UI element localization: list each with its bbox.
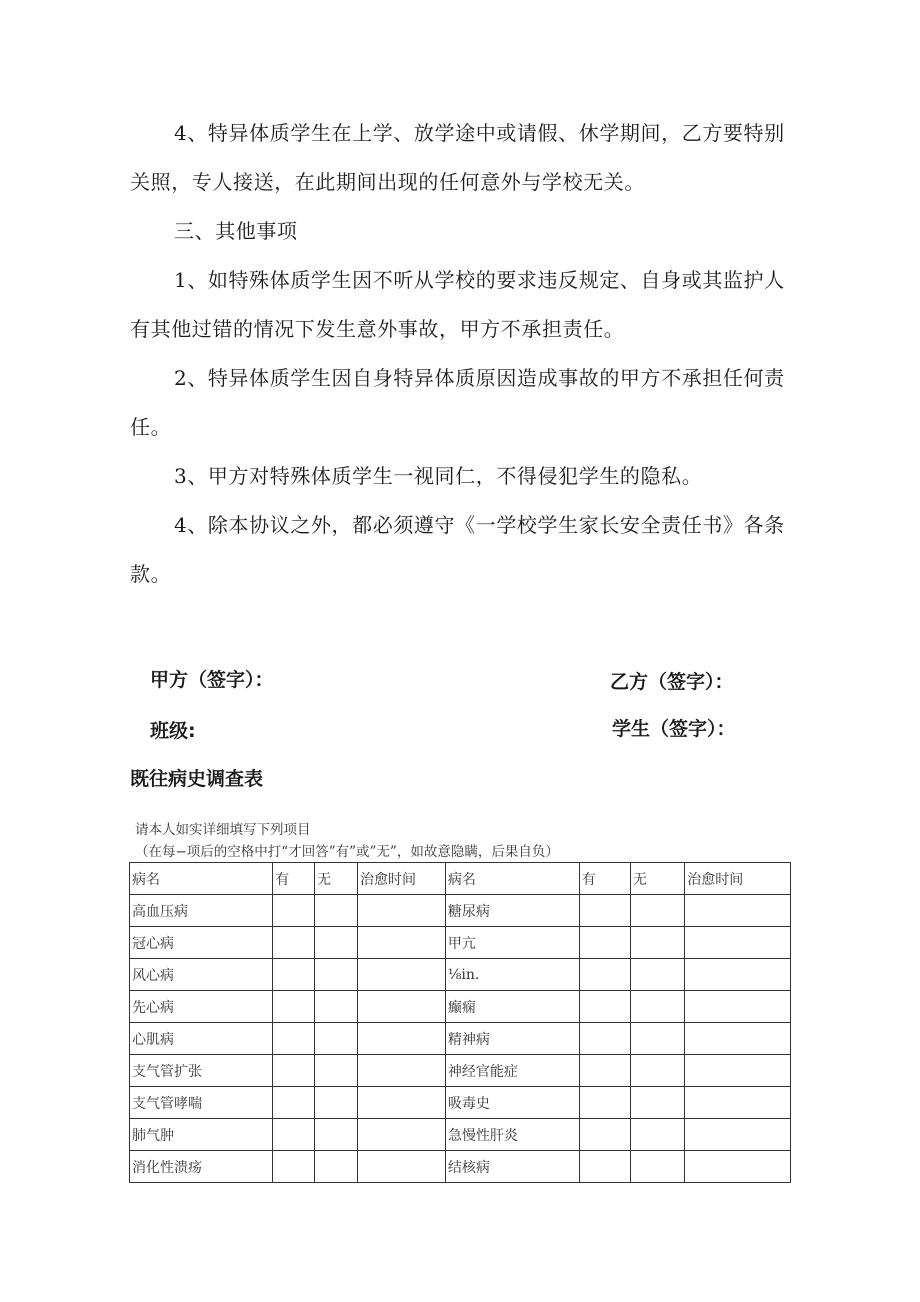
cure-time-cell[interactable] — [685, 1055, 791, 1087]
cure-time-cell[interactable] — [357, 1151, 445, 1183]
no-checkbox-cell[interactable] — [315, 895, 358, 927]
cure-time-cell[interactable] — [685, 927, 791, 959]
yes-checkbox-cell[interactable] — [273, 895, 315, 927]
table-header-row — [130, 863, 791, 895]
header-no: 无 — [315, 863, 358, 895]
yes-checkbox-cell[interactable] — [273, 1151, 315, 1183]
table-row — [130, 895, 791, 927]
clause-4-compliance: 4、除本协议之外，都必须遵守《一学校学生家长安全责任书》各条款。 — [130, 513, 785, 586]
cure-time-cell[interactable] — [357, 927, 445, 959]
cure-time-cell[interactable] — [685, 991, 791, 1023]
cure-time-cell[interactable] — [685, 959, 791, 991]
header-disease-name: 病名 — [130, 863, 273, 895]
medical-history-table — [129, 862, 791, 1183]
header-cure-time: 治愈时间 — [685, 863, 791, 895]
no-checkbox-cell[interactable] — [315, 959, 358, 991]
survey-title: 既往病史调查表 — [130, 768, 264, 790]
cure-time-cell[interactable] — [357, 1055, 445, 1087]
disease-name-cell: 支气管哮喘 — [130, 1087, 273, 1119]
cure-time-cell[interactable] — [357, 959, 445, 991]
header-yes: 有 — [273, 863, 315, 895]
survey-instruction: 请本人如实详细填写下列项目 — [135, 822, 311, 838]
yes-checkbox-cell[interactable] — [273, 1087, 315, 1119]
no-checkbox-cell[interactable] — [315, 927, 358, 959]
no-checkbox-cell[interactable] — [315, 1055, 358, 1087]
survey-note: （在每−项后的空格中打“才回答”有”或”无”，如故意隐瞒，后果自负） — [135, 844, 559, 860]
yes-checkbox-cell[interactable] — [579, 1119, 630, 1151]
cure-time-cell[interactable] — [357, 991, 445, 1023]
yes-checkbox-cell[interactable] — [579, 1023, 630, 1055]
party-a-signature-label: 甲方（签字）： — [150, 669, 274, 691]
yes-checkbox-cell[interactable] — [273, 991, 315, 1023]
yes-checkbox-cell[interactable] — [579, 991, 630, 1023]
no-checkbox-cell[interactable] — [630, 1087, 684, 1119]
yes-checkbox-cell[interactable] — [273, 927, 315, 959]
no-checkbox-cell[interactable] — [315, 991, 358, 1023]
header-no: 无 — [630, 863, 684, 895]
no-checkbox-cell[interactable] — [630, 959, 684, 991]
no-checkbox-cell[interactable] — [630, 991, 684, 1023]
yes-checkbox-cell[interactable] — [273, 1119, 315, 1151]
disease-name-cell: 心肌病 — [130, 1023, 273, 1055]
cure-time-cell[interactable] — [685, 1151, 791, 1183]
cure-time-cell[interactable] — [357, 895, 445, 927]
yes-checkbox-cell[interactable] — [273, 1023, 315, 1055]
table-row — [130, 959, 791, 991]
table-row — [130, 991, 791, 1023]
cure-time-cell[interactable] — [357, 1087, 445, 1119]
disease-name-cell: 吸毒史 — [445, 1087, 579, 1119]
disease-name-cell: ⅛in. — [445, 959, 579, 991]
cure-time-cell[interactable] — [685, 1087, 791, 1119]
yes-checkbox-cell[interactable] — [579, 959, 630, 991]
yes-checkbox-cell[interactable] — [579, 895, 630, 927]
header-cure-time: 治愈时间 — [357, 863, 445, 895]
cure-time-cell[interactable] — [357, 1119, 445, 1151]
table-row — [130, 1151, 791, 1183]
cure-time-cell[interactable] — [357, 1023, 445, 1055]
no-checkbox-cell[interactable] — [630, 1119, 684, 1151]
cure-time-cell[interactable] — [685, 895, 791, 927]
header-yes: 有 — [579, 863, 630, 895]
yes-checkbox-cell[interactable] — [273, 1055, 315, 1087]
table-row — [130, 1087, 791, 1119]
disease-name-cell: 神经官能症 — [445, 1055, 579, 1087]
disease-name-cell: 消化性溃疡 — [130, 1151, 273, 1183]
no-checkbox-cell[interactable] — [630, 1023, 684, 1055]
clause-1-liability: 1、如特殊体质学生因不听从学校的要求违反规定、自身或其监护人有其他过错的情况下发生意外事故，甲方不承担责任。 — [130, 268, 785, 341]
clause-2-liability: 2、特异体质学生因自身特异体质原因造成事故的甲方不承担任何责任。 — [130, 366, 785, 439]
yes-checkbox-cell[interactable] — [579, 1151, 630, 1183]
table-row — [130, 1023, 791, 1055]
disease-name-cell: 先心病 — [130, 991, 273, 1023]
no-checkbox-cell[interactable] — [315, 1151, 358, 1183]
student-signature-label: 学生（签字）： — [612, 718, 736, 740]
disease-name-cell: 甲亢 — [445, 927, 579, 959]
disease-name-cell: 风心病 — [130, 959, 273, 991]
yes-checkbox-cell[interactable] — [579, 927, 630, 959]
no-checkbox-cell[interactable] — [630, 1151, 684, 1183]
disease-name-cell: 糖尿病 — [445, 895, 579, 927]
cure-time-cell[interactable] — [685, 1119, 791, 1151]
yes-checkbox-cell[interactable] — [273, 959, 315, 991]
no-checkbox-cell[interactable] — [315, 1087, 358, 1119]
party-b-signature-label: 乙方（签字）： — [610, 671, 734, 693]
disease-name-cell: 癫痫 — [445, 991, 579, 1023]
disease-name-cell: 肺气肿 — [130, 1119, 273, 1151]
cure-time-cell[interactable] — [685, 1023, 791, 1055]
yes-checkbox-cell[interactable] — [579, 1055, 630, 1087]
table-row — [130, 1119, 791, 1151]
section-3-heading: 三、其他事项 — [174, 219, 298, 243]
table-row — [130, 1055, 791, 1087]
no-checkbox-cell[interactable] — [315, 1119, 358, 1151]
disease-name-cell: 冠心病 — [130, 927, 273, 959]
disease-name-cell: 精神病 — [445, 1023, 579, 1055]
no-checkbox-cell[interactable] — [630, 1055, 684, 1087]
no-checkbox-cell[interactable] — [315, 1023, 358, 1055]
no-checkbox-cell[interactable] — [630, 895, 684, 927]
disease-name-cell: 急慢性肝炎 — [445, 1119, 579, 1151]
table-row — [130, 927, 791, 959]
disease-name-cell: 结核病 — [445, 1151, 579, 1183]
header-disease-name: 病名 — [445, 863, 579, 895]
disease-name-cell: 高血压病 — [130, 895, 273, 927]
clause-4-special-care: 4、特异体质学生在上学、放学途中或请假、休学期间，乙方要特别关照，专人接送，在此期间出现的任何意外与学校无关。 — [130, 121, 785, 194]
disease-name-cell: 支气管扩张 — [130, 1055, 273, 1087]
clause-3-privacy: 3、甲方对特殊体质学生一视同仁，不得侵犯学生的隐私。 — [174, 464, 703, 488]
yes-checkbox-cell[interactable] — [579, 1087, 630, 1119]
class-label: 班级: — [150, 720, 196, 742]
no-checkbox-cell[interactable] — [630, 927, 684, 959]
